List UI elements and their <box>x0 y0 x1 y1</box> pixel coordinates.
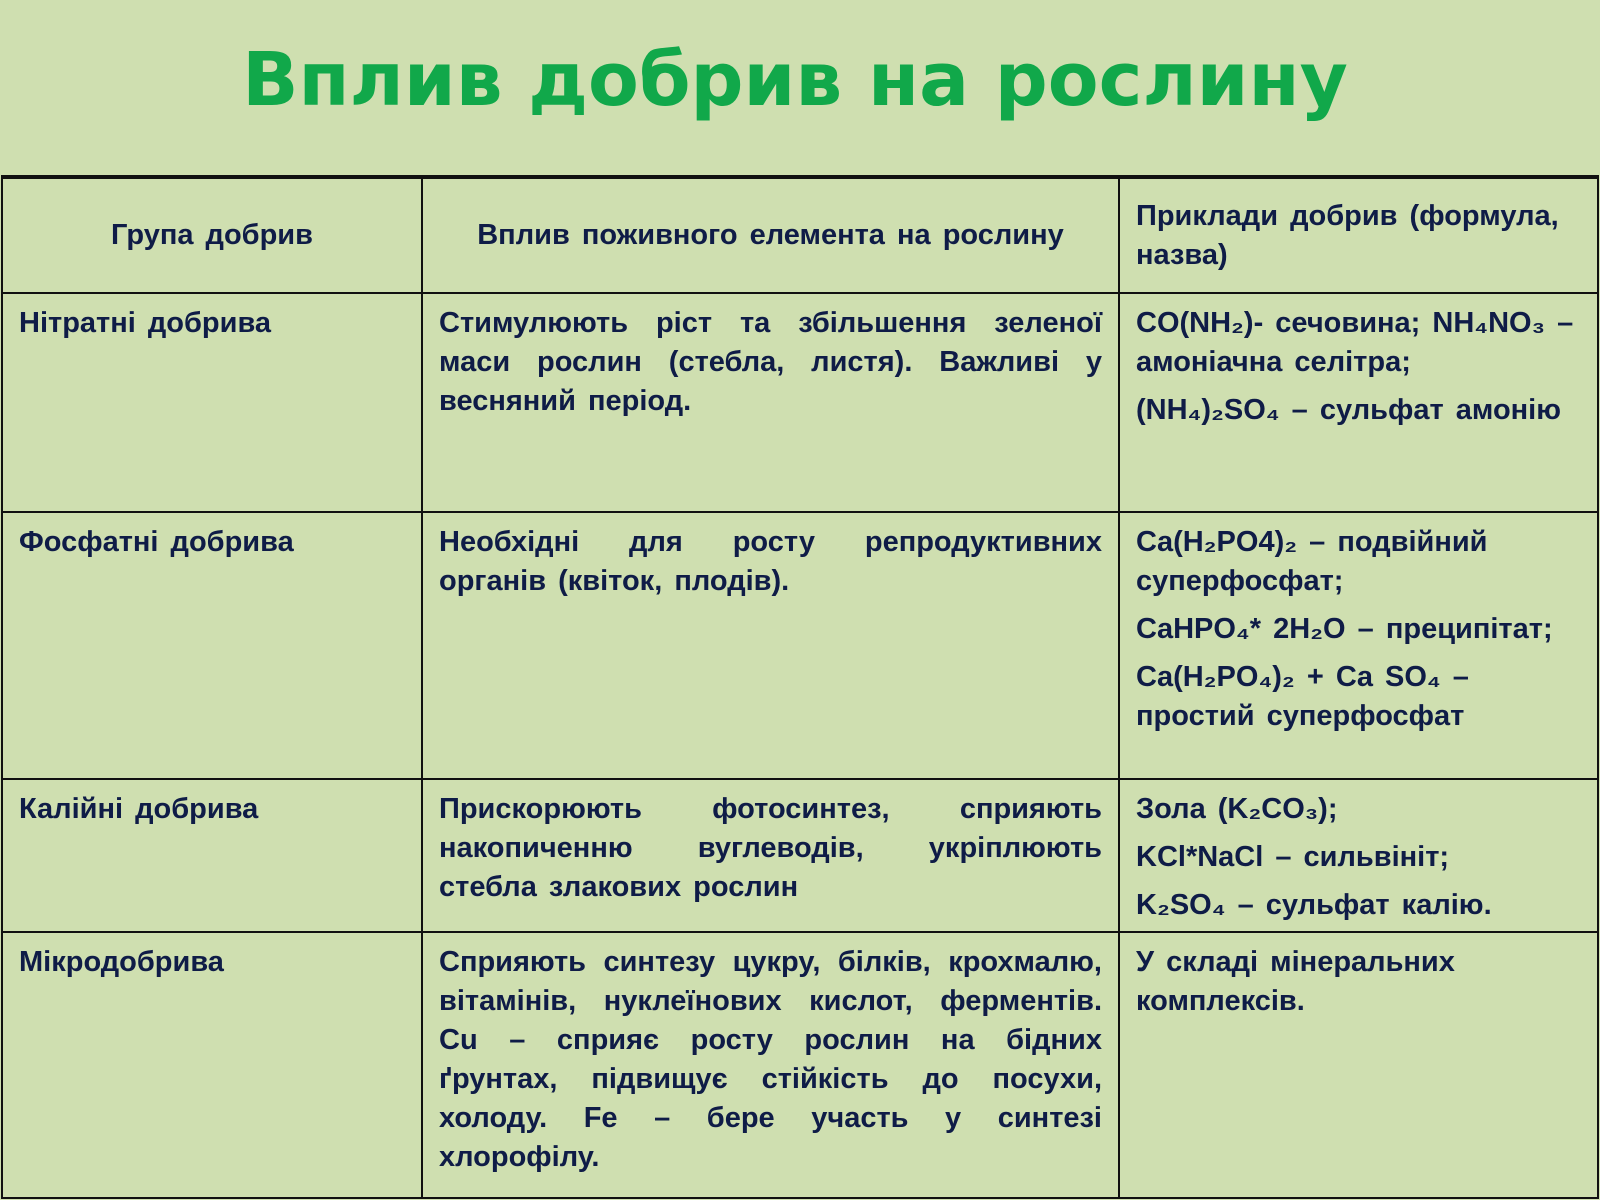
header-effect: Вплив поживного елемента на рослину <box>422 177 1119 293</box>
group-cell: Нітратні добрива <box>2 293 422 512</box>
header-group: Група добрив <box>2 177 422 293</box>
examples-cell <box>1119 512 1598 779</box>
example-item: CO(NH₂)- сечовина; NH₄NO₃ – амоніачна селітра; <box>1136 307 1574 378</box>
table-row-potassium <box>2 779 1598 932</box>
table-row-micro <box>2 932 1598 1198</box>
table-row-phosphate <box>2 512 1598 779</box>
example-item: Ca(H₂PO₄)₂ + Ca SO₄ – простий суперфосфат <box>1136 661 1469 732</box>
example-item: K₂SO₄ – сульфат калію. <box>1136 889 1492 921</box>
effect-cell: Сприяють синтезу цукру, білків, крохмалю, вітамінів, нуклеїнових кислот, ферментів. Cu – сприяє росту рослин на бідних ґрунтах, підвищує стійкість до посухи, холоду. Fe – бере участь у синтезі хлорофілу. <box>422 932 1119 1198</box>
examples-cell <box>1119 293 1598 512</box>
examples-cell <box>1119 779 1598 932</box>
group-cell: Фосфатні добрива <box>2 512 422 779</box>
group-cell: Калійні добрива <box>2 779 422 932</box>
examples-cell <box>1119 932 1598 1198</box>
group-cell: Мікродобрива <box>2 932 422 1198</box>
example-item: Зола (K₂CO₃); <box>1136 793 1338 825</box>
example-item: KCl*NaCl – сильвініт; <box>1136 841 1450 873</box>
example-item: У складі мінеральних комплексів. <box>1136 946 1455 1017</box>
example-item: (NH₄)₂SO₄ – сульфат амонію <box>1136 394 1562 426</box>
header-examples: Приклади добрив (формула, назва) <box>1119 177 1598 293</box>
effect-cell: Стимулюють ріст та збільшення зеленої маси рослин (стебла, листя). Важливі у весняний період. <box>422 293 1119 512</box>
slide-title: Вплив добрив на рослину <box>242 37 1348 123</box>
effect-cell: Прискорюють фотосинтез, сприяють накопиченню вуглеводів, укріплюють стебла злакових рослин <box>422 779 1119 932</box>
example-item: CaHPO₄* 2H₂O – преципітат; <box>1136 613 1553 645</box>
example-item: Ca(H₂PO4)₂ – подвійний суперфосфат; <box>1136 526 1488 597</box>
table-row-nitrate <box>2 293 1598 512</box>
fertilizer-table <box>1 175 1599 1199</box>
effect-cell: Необхідні для росту репродуктивних органів (квіток, плодів). <box>422 512 1119 779</box>
table-header-row <box>2 177 1598 293</box>
